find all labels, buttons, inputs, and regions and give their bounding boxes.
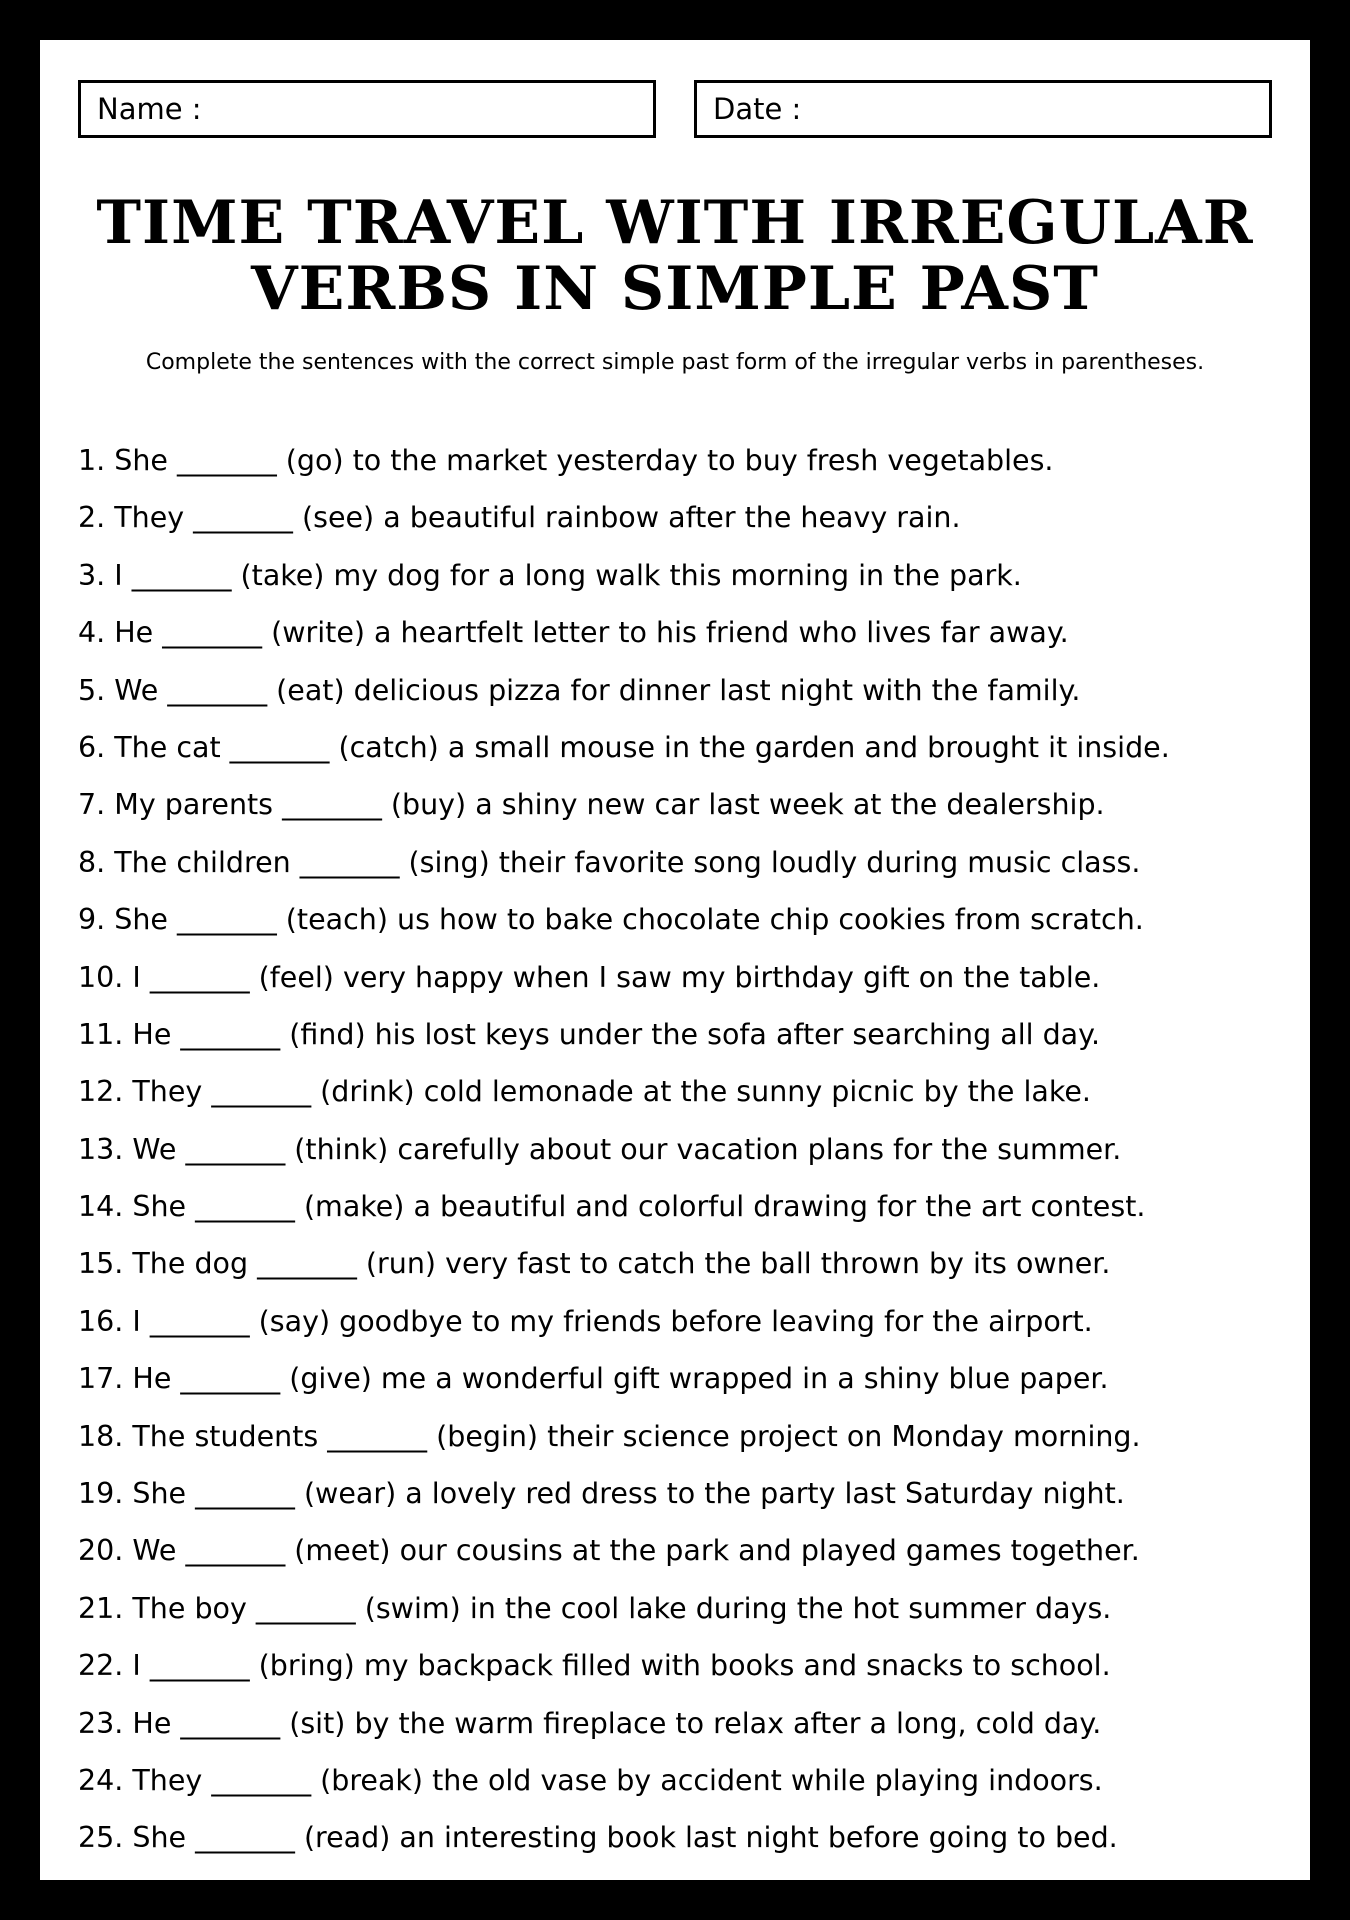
date-field[interactable]	[694, 80, 1272, 138]
exercise-item: 19. She _______ (wear) a lovely red dress to the party last Saturday night.	[78, 1477, 1125, 1511]
title-line-2: VERBS IN SIMPLE PAST	[251, 254, 1099, 324]
instructions: Complete the sentences with the correct simple past form of the irregular verbs in parentheses.	[145, 350, 1205, 375]
exercise-item: 8. The children _______ (sing) their favorite song loudly during music class.	[78, 845, 1141, 879]
exercise-item: 23. He _______ (sit) by the warm fireplace to relax after a long, cold day.	[78, 1706, 1102, 1740]
worksheet-page	[40, 40, 1310, 1880]
exercise-item: 1. She _______ (go) to the market yesterday to buy fresh vegetables.	[78, 444, 1054, 477]
exercise-item: 21. The boy _______ (swim) in the cool lake during the hot summer days.	[78, 1591, 1112, 1625]
exercise-list	[78, 432, 1288, 1867]
exercise-item: 2. They _______ (see) a beautiful rainbow after the heavy rain.	[78, 501, 961, 535]
exercise-item: 22. I _______ (bring) my backpack filled with books and snacks to school.	[78, 1649, 1111, 1683]
exercise-item: 15. The dog _______ (run) very fast to catch the ball thrown by its owner.	[78, 1247, 1111, 1281]
date-label: Date :	[713, 92, 802, 126]
exercise-item: 9. She _______ (teach) us how to bake chocolate chip cookies from scratch.	[78, 903, 1144, 937]
exercise-item: 12. They _______ (drink) cold lemonade at the sunny picnic by the lake.	[78, 1075, 1091, 1109]
exercise-item: 25. She _______ (read) an interesting book last night before going to bed.	[78, 1821, 1118, 1855]
exercise-item: 11. He _______ (find) his lost keys under the sofa after searching all day.	[78, 1017, 1101, 1051]
exercise-item: 5. We _______ (eat) delicious pizza for dinner last night with the family.	[78, 673, 1081, 707]
exercise-item: 16. I _______ (say) goodbye to my friends before leaving for the airport.	[78, 1304, 1093, 1338]
name-label: Name :	[97, 92, 202, 126]
worksheet-title	[40, 190, 1310, 322]
exercise-item: 10. I _______ (feel) very happy when I saw my birthday gift on the table.	[78, 960, 1101, 994]
exercise-item: 14. She _______ (make) a beautiful and colorful drawing for the art contest.	[78, 1190, 1146, 1224]
exercise-item: 18. The students _______ (begin) their science project on Monday morning.	[78, 1419, 1141, 1453]
title-line-1: TIME TRAVEL WITH IRREGULAR	[96, 188, 1254, 258]
exercise-item: 17. He _______ (give) me a wonderful gift wrapped in a shiny blue paper.	[78, 1362, 1109, 1396]
exercise-item: 7. My parents _______ (buy) a shiny new car last week at the dealership.	[78, 788, 1105, 822]
name-field[interactable]	[78, 80, 656, 138]
exercise-item: 13. We _______ (think) carefully about our vacation plans for the summer.	[78, 1132, 1122, 1166]
exercise-item: 20. We _______ (meet) our cousins at the park and played games together.	[78, 1534, 1140, 1568]
exercise-item: 6. The cat _______ (catch) a small mouse in the garden and brought it inside.	[78, 730, 1170, 764]
exercise-item: 3. I _______ (take) my dog for a long walk this morning in the park.	[78, 558, 1022, 592]
exercise-item: 24. They _______ (break) the old vase by accident while playing indoors.	[78, 1763, 1103, 1797]
exercise-item: 4. He _______ (write) a heartfelt letter to his friend who lives far away.	[78, 616, 1069, 650]
